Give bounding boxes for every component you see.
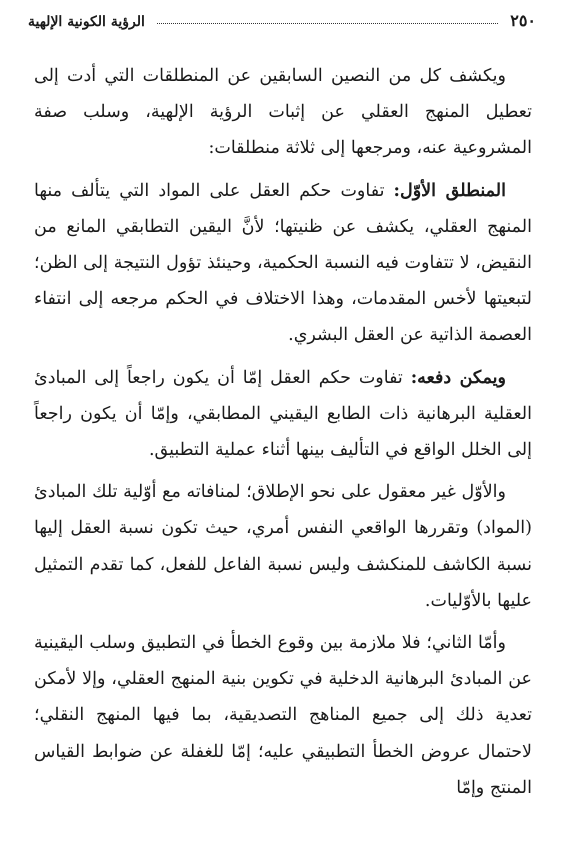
paragraph: [34, 625, 532, 806]
page-number: ٢٥٠: [510, 11, 536, 30]
page-header: [28, 6, 536, 30]
paragraph-text: والأوّل غير معقول على نحو الإطلاق؛ لمنافاته مع أوّلية تلك المبادئ (المواد) وتقررها الواقعي النفس أمري، حيث تكون نسبة العقل إليها نسبة الكاشف للمنكشف وليس نسبة الفاعل للفعل، كما تقدم التمثيل عليها بالأوّليات.: [34, 482, 532, 611]
header-dotted-rule: [157, 23, 498, 24]
paragraph: [34, 474, 532, 619]
running-title: الرؤية الكونية الإلهية: [28, 14, 145, 30]
body-text: [34, 58, 532, 812]
paragraph: [34, 360, 532, 469]
paragraph-text: ويكشف كل من النصين السابقين عن المنطلقات التي أدت إلى تعطيل المنهج العقلي عن إثبات الرؤية الإلهية، وسلب صفة المشروعية عنه، ومرجعها إلى ثلاثة منطلقات:: [34, 66, 532, 159]
paragraph-lead: المنطلق الأوّل:: [393, 180, 506, 201]
paragraph-text: تفاوت حكم العقل إمّا أن يكون راجعاً إلى المبادئ العقلية البرهانية ذات الطابع اليقيني المطابقي، وإمّا أن يكون راجعاً إلى الخلل الواقع في التأليف بينها أثناء عملية التطبيق.: [34, 367, 532, 461]
paragraph-lead: ويمكن دفعه:: [410, 367, 506, 388]
paragraph: [34, 58, 532, 167]
paragraph: [34, 173, 532, 354]
paragraph-text: تفاوت حكم العقل على المواد التي يتألف منها المنهج العقلي، يكشف عن ظنيتها؛ لأنَّ اليقين التطابقي المانع من النقيض، لا تتفاوت فيه النسبة الحكمية، وحينئذ تؤول النتيجة إلى الظن؛ لتبعيتها لأخس المقدمات، وهذا الاختلاف في الحكم مرجعه إلى انتفاء العصمة الذاتية عن العقل البشري.: [34, 180, 532, 346]
paragraph-text: وأمّا الثاني؛ فلا ملازمة بين وقوع الخطأ في التطبيق وسلب اليقينية عن المبادئ البرهانية الدخلية في تكوين بنية المنهج العقلي، وإلا لأمكن تعدية ذلك إلى جميع المناهج التصديقية، بما فيها المنهج النقلي؛ لاحتمال عروض الخطأ التطبيقي عليه؛ إمّا للغفلة عن ضوابط القياس المنتج وإمّا: [34, 633, 532, 798]
